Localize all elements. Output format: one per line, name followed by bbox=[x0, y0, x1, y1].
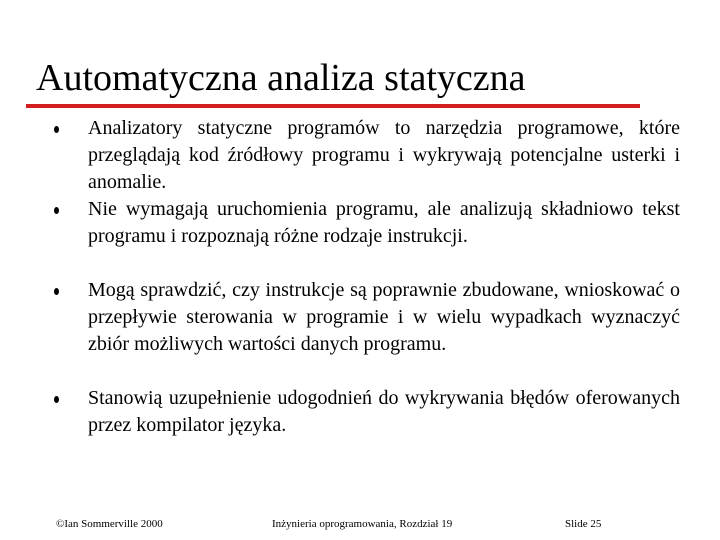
bullet-text: Mogą sprawdzić, czy instrukcje są poprawnie zbudowane, wnioskować o przepływie sterowania w programie i w wielu wypadkach wyznaczyć zbiór możliwych wartości danych programu. bbox=[88, 279, 680, 355]
title-underline bbox=[26, 104, 640, 108]
slide-title: Automatyczna analiza statyczna bbox=[36, 57, 526, 99]
footer-course-title: Inżynieria oprogramowania, Rozdział 19 bbox=[272, 518, 453, 530]
bullet-dot-icon bbox=[54, 207, 59, 214]
bullet-dot-icon bbox=[54, 126, 59, 133]
bullet-item bbox=[50, 277, 680, 385]
bullet-item bbox=[50, 196, 680, 277]
bullet-text: Stanowią uzupełnienie udogodnień do wykrywania błędów oferowanych przez kompilator języka. bbox=[88, 387, 680, 436]
bullet-text: Nie wymagają uruchomienia programu, ale analizują składniowo tekst programu i rozpoznają różne rodzaje instrukcji. bbox=[88, 198, 680, 247]
bullet-item bbox=[50, 115, 680, 196]
bullet-dot-icon bbox=[54, 396, 59, 403]
bullet-dot-icon bbox=[54, 288, 59, 295]
bullet-text: Analizatory statyczne programów to narzędzia programowe, które przeglądają kod źródłowy programu i wykrywają potencjalne usterki i anomalie. bbox=[88, 117, 680, 193]
footer-slide-number: Slide 25 bbox=[565, 518, 602, 530]
bullet-list bbox=[50, 115, 680, 439]
footer-copyright: ©Ian Sommerville 2000 bbox=[56, 518, 163, 530]
bullet-item bbox=[50, 385, 680, 439]
